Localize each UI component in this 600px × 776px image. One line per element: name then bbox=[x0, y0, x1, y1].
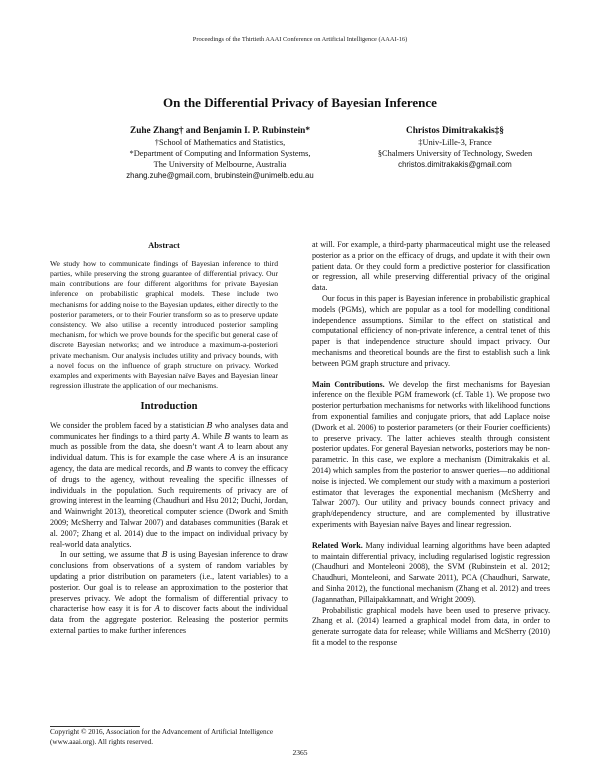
author-names-left: Zuhe Zhang† and Benjamin I. P. Rubinstein* bbox=[130, 126, 310, 136]
abstract-text: We study how to communicate findings of Bayesian inference to third parties, while preserving the strong guarantee of differential privacy. Our main contributions are four different algorithms for private Bayesian inference on probabilistic graphical models. These include two mechanisms for adding noise to the Bayesian updates, either directly to the posterior parameters, or to their Fourier transform so as to preserve update consistency. We also utilise a recently introduced posterior sampling mechanism, for which we prove bounds for the specific but general case of discrete Bayesian networks; and we introduce a maximum-a-posteriori private mechanism. Our analysis includes utility and privacy bounds, with a novel focus on the influence of graph structure on privacy. Worked examples and experiments with Bayesian naïve Bayes and Bayesian linear regression illustrate the application of our mechanisms. bbox=[50, 258, 278, 391]
intro-paragraph-2: In our setting, we assume that 𝐵 is using Bayesian inference to draw conclusions from observations of a system of random variables by updating a prior distribution on parameters (i.e., latent variables) to a posterior. Our goal is to release an approximation to the posterior that preserves privacy. We adopt the formalism of differential privacy to characterise how easy it is for 𝐴 to discover facts about the individual data from the aggregate posterior. Releasing the posterior permits external parties to make further inferences bbox=[50, 550, 288, 635]
right-paragraph-1: at will. For example, a third-party pharmaceutical might use the released posterior as a prior on the efficacy of drugs, and update it with their own patient data. Or they could form a predictive posterior for classification or regression, all while preserving differential privacy of the original data. bbox=[312, 240, 550, 293]
related-work-text: Many individual learning algorithms have been adapted to maintain differential privacy, including regularised logistic regression (Chaudhuri and Monteleoni 2008), the SVM (Rubinstein et al. 2012; Chaudhuri, Monteleoni, and Sarwate 2011), PCA (Chaudhuri, Sarwate, and Sinha 2012), the functional mechanism (Zhang et al. 2012) and trees (Jagannathan, Pillaipakkamnatt, and Wright 2009). bbox=[312, 540, 550, 604]
introduction-heading: Introduction bbox=[140, 401, 198, 412]
affiliation-line: *Department of Computing and Information Systems, bbox=[129, 149, 311, 158]
affiliation-line: ‡Univ-Lille-3, France bbox=[418, 138, 492, 147]
right-paragraph-2: Our focus in this paper is Bayesian inference in probabilistic graphical models (PGMs), which are popular as a tool for modelling conditional independence assumptions. Similar to the effect on statistical and computational efficiency of non-private inference, a central tenet of this paper is that independence structure should impact privacy. Our mechanisms and theoretical bounds are the first to establish such a link between PGM graph structure and privacy. bbox=[312, 293, 550, 368]
page-number: 2365 bbox=[292, 748, 308, 757]
right-column bbox=[312, 240, 550, 649]
introduction-section bbox=[50, 402, 288, 637]
affiliation-line: The University of Melbourne, Australia bbox=[153, 160, 287, 169]
author-names-right: Christos Dimitrakakis‡§ bbox=[406, 126, 504, 136]
author-emails-right: christos.dimitrakakis@gmail.com bbox=[398, 160, 512, 169]
author-block bbox=[40, 125, 560, 185]
author-emails-left: zhang.zuhe@gmail.com, brubinstein@unimelb.edu.au bbox=[126, 171, 314, 180]
author-group-right bbox=[370, 125, 540, 170]
abstract-section bbox=[50, 240, 278, 391]
intro-paragraph-1: We consider the problem faced by a statistician 𝐵 who analyses data and communicates her findings to a third party 𝐴. While 𝐵 wants to learn as much as possible from the data, she doesn’t want 𝐴 to learn about any individual datum. This is for example the case where 𝐴 is an insurance agency, the data are medical records, and 𝐵 wants to convey the efficacy of drugs to the agency, without revealing the specific illnesses of individuals in the population. Such requirements of privacy are of growing interest in the learning (Chaudhuri and Hsu 2012; Duchi, Jordan, and Wainwright 2013), theoretical computer science (Dwork and Smith 2009; McSherry and Talwar 2007) and databases communities (Barak et al. 2007; Zhang et al. 2014) due to the impact on individual privacy by real-world data analytics. bbox=[50, 420, 288, 549]
author-group-left bbox=[80, 125, 360, 181]
footnote-rule bbox=[50, 726, 140, 727]
main-contributions-text: We develop the first mechanisms for Bayesian inference on the flexible PGM framework (cf. Table 1). We propose two posterior perturbation mechanisms for networks with likelihood functions from exponential families and conjugate priors, that add Laplace noise (Dwork et al. 2006) to posterior parameters (or their Fourier coefficients) to preserve privacy. The latter achieves stealth through consistent posterior updates. For general Bayesian networks, posteriors may be non-parametric. In this case, we explore a mechanism (Dimitrakakis et al. 2014) which samples from the posterior to answer queries—no additional noise is injected. We complement our study with a maximum a posteriori estimator that leverages the exponential mechanism (McSherry and Talwar 2007). Our utility and privacy bounds connect privacy and graph/dependency structure, and are complemented by illustrative experiments with Bayesian naïve Bayes and linear regression. bbox=[312, 379, 550, 529]
running-head: Proceedings of the Thirtieth AAAI Conference on Artificial Intelligence (AAAI-16) bbox=[192, 36, 408, 43]
right-paragraph-last: Probabilistic graphical models have been used to preserve privacy. Zhang et al. (2014) learned a graphical model from data, in order to generate surrogate data for release; while Williams and McSherry (2010) fit a model to the response bbox=[312, 605, 550, 647]
related-work-heading: Related Work. bbox=[312, 540, 363, 550]
affiliation-line: §Chalmers University of Technology, Sweden bbox=[377, 149, 533, 158]
main-contributions-heading: Main Contributions. bbox=[312, 379, 385, 389]
abstract-heading: Abstract bbox=[148, 240, 180, 250]
related-work-paragraph bbox=[312, 541, 550, 606]
main-contributions-paragraph bbox=[312, 380, 550, 531]
copyright-footnote: Copyright © 2016, Association for the Advancement of Artificial Intelligence (www.aaai.org). All rights reserved. bbox=[50, 728, 274, 746]
paper-title: On the Differential Privacy of Bayesian Inference bbox=[163, 95, 437, 110]
affiliation-line: †School of Mathematics and Statistics, bbox=[154, 138, 286, 147]
